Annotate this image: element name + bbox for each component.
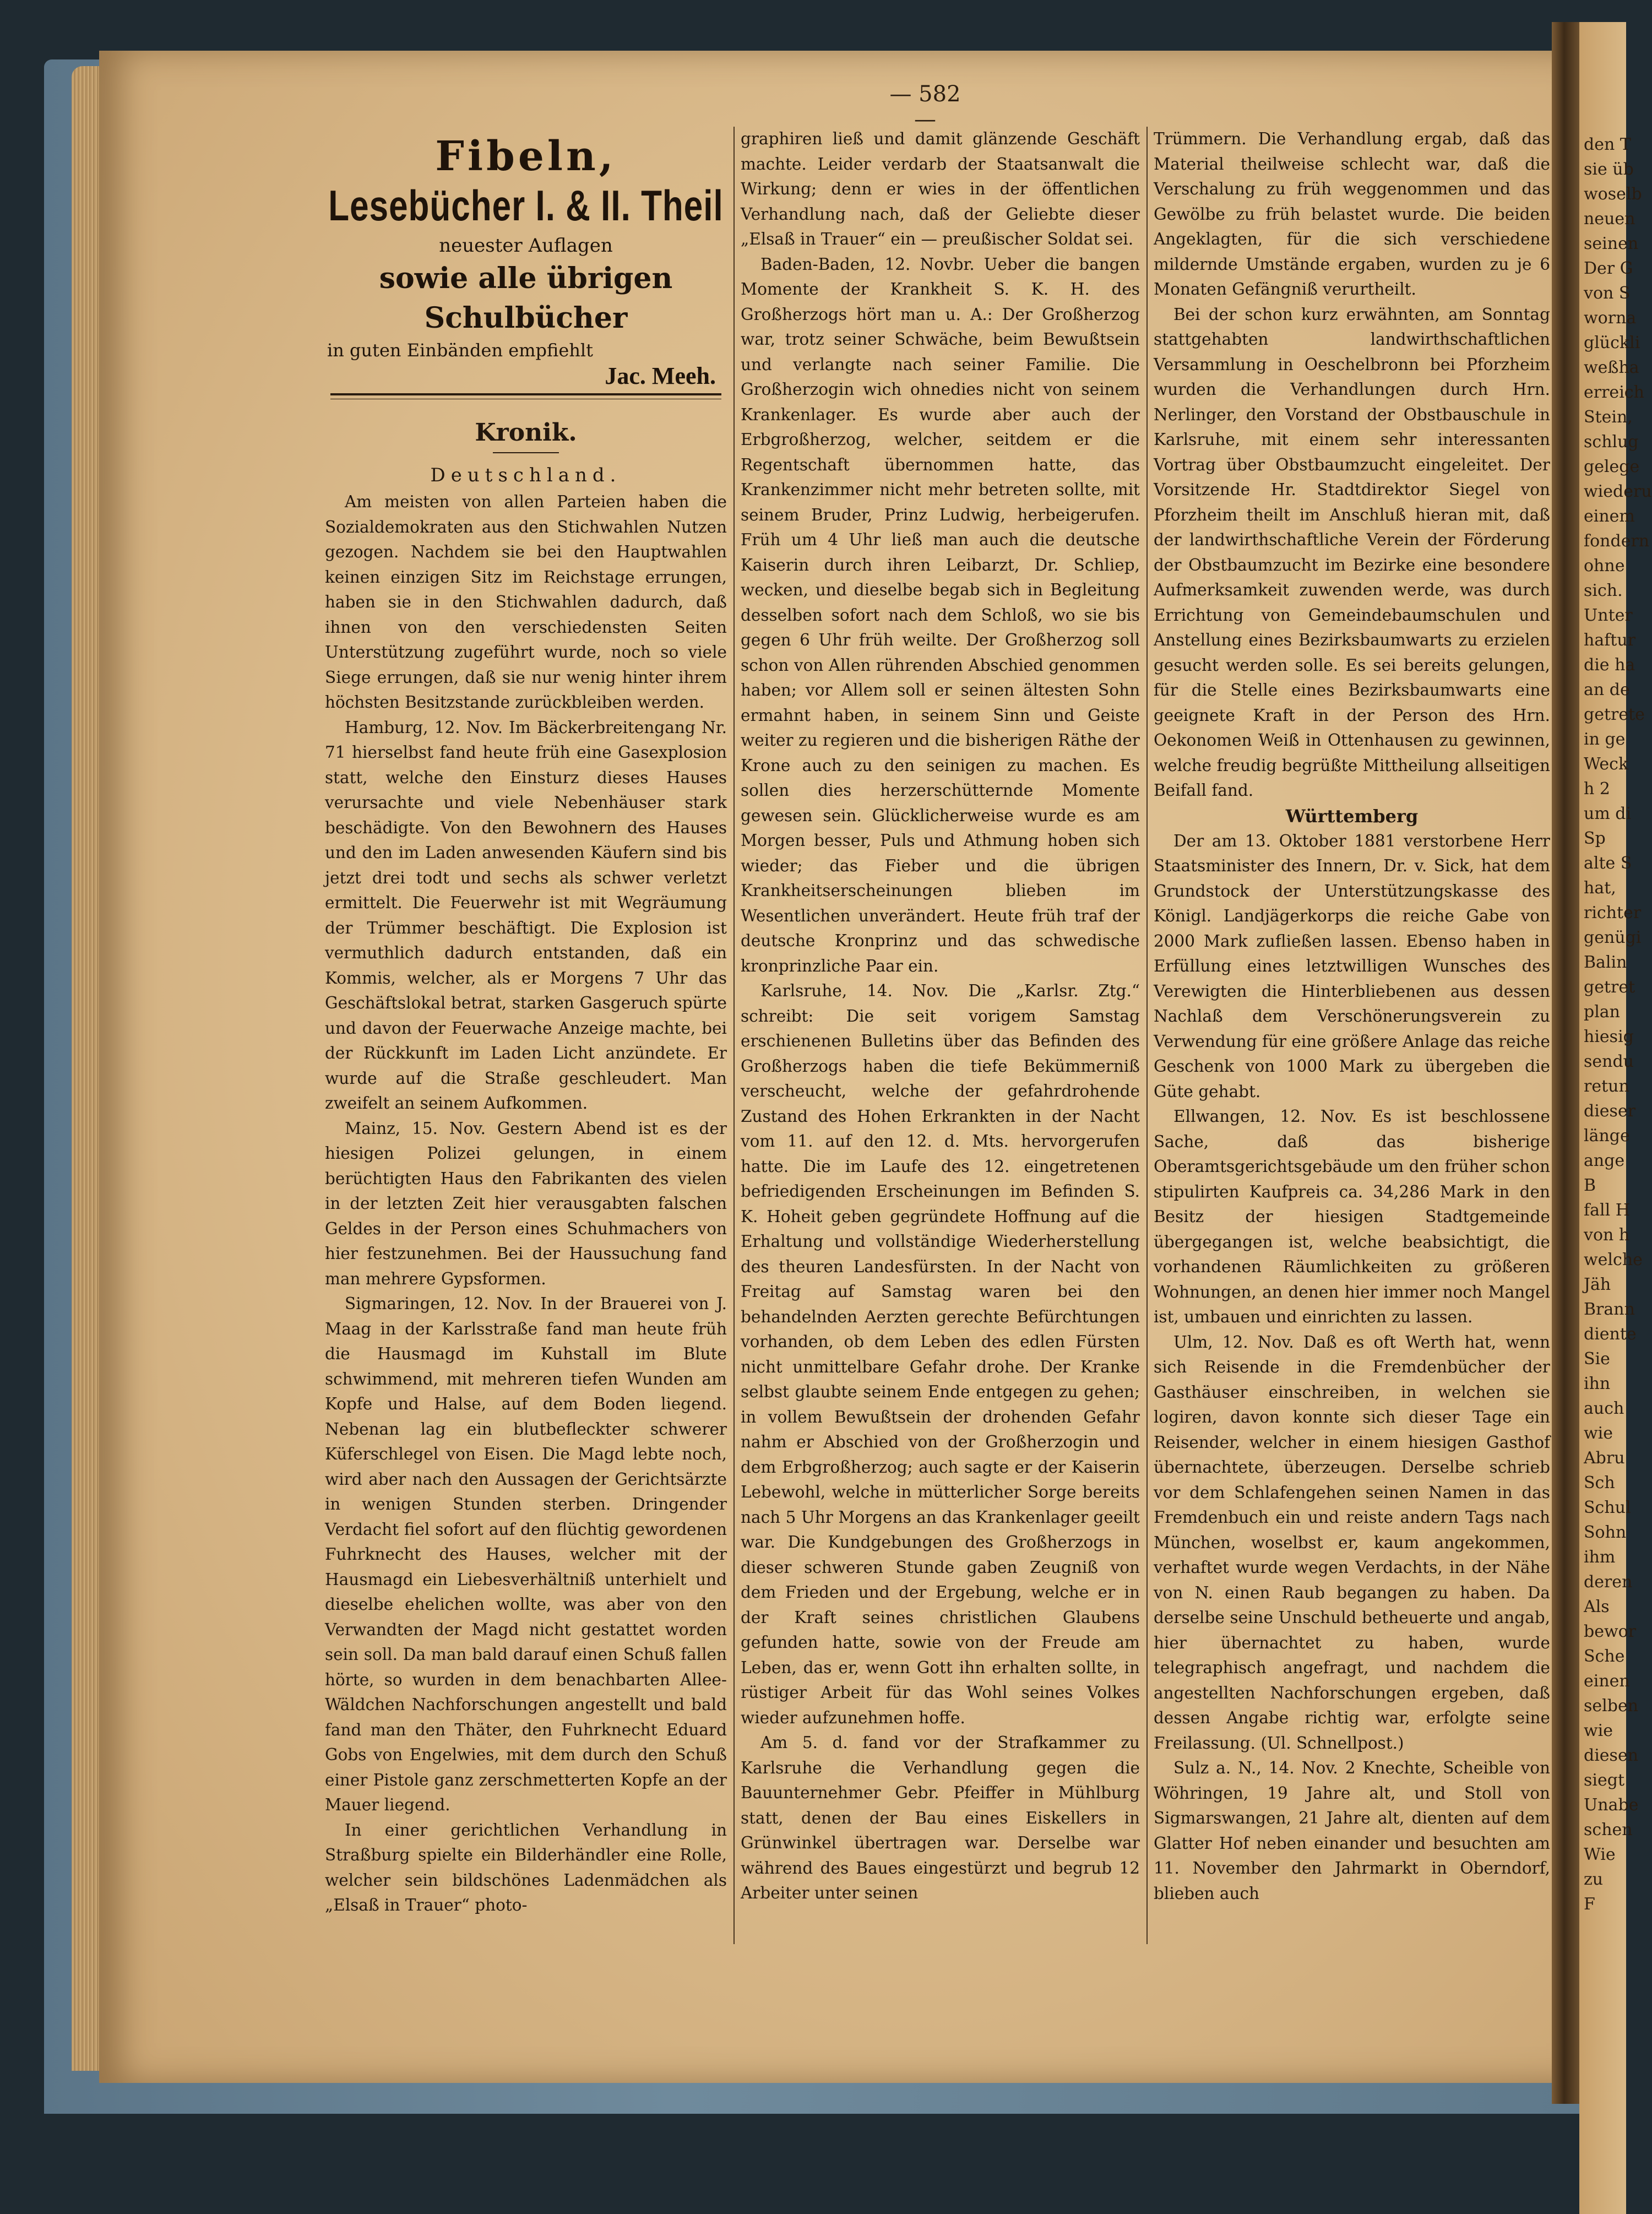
- advert-line-4: sowie alle übrigen Schulbücher: [379, 262, 673, 335]
- article-paragraph: Am 5. d. fand vor der Strafkammer zu Karlsruhe die Verhandlung gegen die Bauunternehmer Gebr. Pfeiffer in Mühlburg statt, denen der Bau eines Eiskellers in Grünwinkel übertragen war. Derselbe war während des Baues eingestürzt und begrub 12 Arbeiter unter seinen: [741, 1733, 1140, 1902]
- adjacent-page-fragment-line: plan: [1584, 1002, 1621, 1022]
- article-paragraph: In einer gerichtlichen Verhandlung in Straßburg spielte ein Bilderhändler eine Rolle, welcher sein bildschönes Ladenmädchen als „Elsaß in Trauer“ photo-: [325, 1820, 727, 1914]
- adjacent-page-fragment-line: alte S: [1584, 854, 1632, 873]
- advert-line-2: Lesebücher I. & II. Theil: [328, 182, 724, 230]
- column-1: [325, 127, 727, 2054]
- adjacent-page-fragment-line: seinen: [1584, 234, 1639, 253]
- adjacent-page-fragment-line: Sch: [1584, 1473, 1615, 1493]
- adjacent-page-fragment-line: ohne: [1584, 556, 1625, 576]
- adjacent-page-fragment-line: einem: [1584, 507, 1635, 526]
- adjacent-page-fragment-line: schlug: [1584, 432, 1639, 452]
- adjacent-page-fragment-line: Wie: [1584, 1845, 1616, 1864]
- article-paragraph: graphiren ließ und damit glänzende Geschäft machte. Leider verdarb der Staatsanwalt die Wirkung; denn er wies in der öffentlichen Verhandlung nach, daß der Geliebte dieser „Elsaß in Trauer“ ein — preußischer Soldat sei.: [741, 129, 1140, 248]
- adjacent-page-fragment-line: woselb: [1584, 184, 1642, 204]
- adjacent-page-fragment-line: von S: [1584, 284, 1631, 303]
- adjacent-page-fragment-line: fall H: [1584, 1201, 1630, 1220]
- adjacent-page-fragment-line: bewor: [1584, 1622, 1637, 1641]
- advert-divider: [330, 393, 721, 399]
- article-paragraph: Sulz a. N., 14. Nov. 2 Knechte, Scheible von Wöhringen, 19 Jahre alt, und Stoll von Sigmarswangen, 21 Jahre alt, dienten auf dem Glatter Hof neben einander und besuchten am 11. November den Jahrmarkt in Oberndorf, blieben auch: [1154, 1759, 1550, 1903]
- adjacent-page-fragment-line: in ge: [1584, 730, 1626, 749]
- page-number: — 582 —: [889, 82, 961, 132]
- adjacent-page-fragment-line: ange: [1584, 1151, 1625, 1170]
- adjacent-page-fragment-line: einen: [1584, 1672, 1630, 1691]
- adjacent-page-fragment-line: selben: [1584, 1696, 1639, 1716]
- column-3: [1154, 127, 1550, 2054]
- adjacent-page-fragment-line: schen: [1584, 1820, 1633, 1839]
- adjacent-page-fragment-line: dieser: [1584, 1101, 1636, 1121]
- advert-line-5: in guten Einbänden empfiehlt: [327, 340, 594, 361]
- adjacent-page-fragment-line: um di: [1584, 804, 1632, 823]
- subsection-title: Deutschland.: [430, 464, 622, 486]
- article-paragraph: Sigmaringen, 12. Nov. In der Brauerei von J. Maag in der Karlsstraße fand man heute früh die Hausmagd im Kuhstall im Blute schwimmend, mit mehreren tiefen Wunden am Kopfe und Halse, auf dem Boden liegend. Nebenan lag ein blutbefleckter schwerer Küferschlegel von Eisen. Die Magd lebte noch, wird aber nach den Aussagen der Gerichtsärzte in wenigen Stunden sterben. Dringender Verdacht fiel sofort auf den flüchtig gewordenen Fuhrknecht des Hauses, welcher mit der Hausmagd ein Liebesverhältniß unterhielt und dieselbe ehelichen wollte, was aber von den Verwandten der Magd nicht gestattet worden sein soll. Da man bald darauf einen Schuß fallen hörte, so wurden in dem benachbarten Allee-Wäldchen Nachforschungen angestellt und bald fand man den Thäter, den Fuhrknecht Eduard Gobs von Engelwies, mit dem durch den Schuß einer Pistole ganz zerschmetterten Kopfe an der Mauer liegend.: [325, 1294, 727, 1814]
- adjacent-page-fragment-line: gelege: [1584, 457, 1640, 476]
- adjacent-page-fragment-line: Sohn: [1584, 1523, 1627, 1542]
- adjacent-page-fragment-line: die ha: [1584, 655, 1635, 675]
- adjacent-page-fragment-line: an de: [1584, 680, 1630, 699]
- article-paragraph: Der am 13. Oktober 1881 verstorbene Herr Staatsminister des Innern, Dr. v. Sick, hat dem Grundstock der Unterstützungskasse des Königl. Landjägerkorps die reiche Gabe von 2000 Mark zufließen lassen. Ebenso haben in Erfüllung eines letztwilligen Wunsches des Verewigten die Hinterbliebenen aus dessen Nachlaß dem Verschönerungsverein zu Verwendung für eine größere Anlage das reiche Geschenk von 1000 Mark zu übergeben die Güte gehabt.: [1154, 831, 1550, 1101]
- advert-line-1: Fibeln,: [435, 133, 617, 180]
- article-paragraph: Ulm, 12. Nov. Daß es oft Werth hat, wenn sich Reisende in die Fremdenbücher der Gasthäuser einschreiben, in welchen sie logiren, davon konnte sich dieser Tage ein Reisender, welcher in einem hiesigen Gasthof übernachtete, überzeugen. Derselbe schrieb vor dem Schlafengehen seinen Namen in das Fremdenbuch ein und reiste andern Tags nach München, woselbst er, kaum angekommen, verhaftet wurde wegen Verdachts, in der Nähe von N. einen Raub begangen zu haben. Da derselbe seine Unschuld betheuerte und angab, hier übernachtet zu haben, wurde telegraphisch angefragt, und nachdem die angestellten Nachforschungen ergeben, daß dessen Angabe richtig war, erfolgte seine Freilassung. (Ul. Schnellpost.): [1154, 1332, 1550, 1752]
- adjacent-page-fragment-line: genügi: [1584, 928, 1642, 947]
- column-rule: [733, 127, 735, 1944]
- adjacent-page-fragment-line: Unabe: [1584, 1795, 1639, 1815]
- article-paragraph: Bei der schon kurz erwähnten, am Sonntag stattgehabten landwirthschaftlichen Versammlung in Oeschelbronn bei Pforzheim wurden die Verhandlungen durch Hrn. Nerlinger, den Vorstand der Obstbauschule in Karlsruhe, mit einem sehr interessanten Vortrag über Obstbaumzucht eingeleitet. Der Vorsitzende Hr. Stadtdirektor Siegel von Pforzheim theilt im Anschluß hieran mit, daß der landwirthschaftliche Verein der Förderung der Obstbaumzucht im Bezirke eine besondere Aufmerksamkeit zuwenden werde, was durch Errichtung von Gemeindebaumschulen und Anstellung eines Bezirksbaumwarts zu erzielen gesucht werden solle. Es sei bereits gelungen, für die Stelle eines Bezirksbaumwarts eine geeignete Kraft in der Person des Hrn. Oekonomen Weiß in Ottenhausen zu gewinnen, welche freudig begrüßte Mittheilung allseitigen Beifall fand.: [1154, 305, 1550, 800]
- school-books-advert: [325, 131, 727, 399]
- article-paragraph: Am meisten von allen Parteien haben die Sozialdemokraten aus den Stichwahlen Nutzen gezogen. Nachdem sie bei den Hauptwahlen keinen einzigen Sitz im Reichstage errungen, haben sie in den Stichwahlen dadurch, daß ihnen von den verschiedensten Seiten Unterstützung zugeführt wurde, noch so viele Siege errungen, daß sie nur wenig hinter ihrem höchsten Besitzstande zurückbleiben werden.: [325, 492, 727, 712]
- adjacent-page-fragment-line: ihn: [1584, 1374, 1611, 1393]
- adjacent-page-fragment-line: h 2: [1584, 779, 1610, 799]
- adjacent-page-fragment-line: diesen: [1584, 1746, 1639, 1765]
- adjacent-page-fragment-line: Der G: [1584, 259, 1633, 278]
- adjacent-page-fragment-line: Jäh: [1584, 1275, 1611, 1294]
- book-gutter: [1552, 22, 1579, 2104]
- adjacent-page-fragment-line: den T: [1584, 135, 1631, 154]
- adjacent-page-fragment-line: länge: [1584, 1126, 1630, 1146]
- adjacent-page-fragment-line: von h: [1584, 1225, 1630, 1245]
- adjacent-page-fragment-line: sich.: [1584, 581, 1623, 600]
- adjacent-page-fragment-line: F: [1584, 1895, 1595, 1914]
- adjacent-page-fragment-line: getret: [1584, 978, 1635, 997]
- column-2: [741, 127, 1140, 2054]
- section-divider: [493, 452, 559, 453]
- adjacent-page-fragment-line: wie: [1584, 1721, 1613, 1740]
- adjacent-page-fragment-line: worna: [1584, 308, 1637, 328]
- adjacent-page-fragment: [1579, 22, 1652, 2214]
- adjacent-page-fragment-line: ihm: [1584, 1548, 1616, 1567]
- adjacent-page-fragment-line: richter: [1584, 903, 1642, 922]
- adjacent-page-fragment-line: diente: [1584, 1325, 1637, 1344]
- adjacent-page-fragment-line: Unter: [1584, 606, 1633, 625]
- adjacent-page-fragment-line: auch: [1584, 1399, 1624, 1418]
- adjacent-page-fragment-line: retun: [1584, 1077, 1629, 1096]
- adjacent-page-fragment-line: wiederu: [1584, 482, 1652, 501]
- adjacent-page-fragment-line: Sie: [1584, 1349, 1610, 1369]
- adjacent-page-fragment-line: Sp: [1584, 829, 1606, 848]
- adjacent-page-fragment-line: sendu: [1584, 1052, 1634, 1071]
- adjacent-page-fragment-line: Weck: [1584, 755, 1629, 774]
- adjacent-page-fragment-line: Als: [1584, 1597, 1610, 1616]
- adjacent-page-fragment-line: siegt: [1584, 1771, 1625, 1790]
- article-paragraph: Mainz, 15. Nov. Gestern Abend ist es der hiesigen Polizei gelungen, in einem berüchtigten Haus den Fabrikanten des vielen in der letzten Zeit hier verausgabten falschen Geldes in der Person eines Schuhmachers von hier festzunehmen. Bei der Haussuchung fand man mehrere Gypsformen.: [325, 1119, 727, 1288]
- article-paragraph: Baden-Baden, 12. Novbr. Ueber die bangen Momente der Krankheit S. K. H. des Großherzogs hört man u. A.: Der Großherzog war, trotz seiner Schwäche, beim Bewußtsein und verlangte nach seiner Familie. Die Großherzogin wich ohnedies nicht von seinem Krankenlager. Es wurde aber auch der Erbgroßherzog, welcher, seitdem er die Regentschaft übernommen hatte, das Krankenzimmer nicht mehr betreten sollte, mit seinem Bruder, Prinz Ludwig, herbeigerufen. Früh um 4 Uhr ließ man auch die deutsche Kaiserin durch ihren Leibarzt, Dr. Schliep, wecken, und dieselbe begab sich in Begleitung desselben sofort nach dem Schloß, wo sie bis gegen 6 Uhr früh weilte. Der Großherzog soll schon von Allen rührenden Abschied genommen haben; vor Allem soll er seinen ältesten Sohn ermahnt haben, in seinem Sinn und Geiste weiter zu regieren und die bisherigen Räthe der Krone auch zu den seinigen zu machen. Es sollen dies herzerschütternde Momente gewesen sein. Glücklicherweise wurde es am Morgen besser, Puls und Athmung hoben sich wieder; das Fieber und die übrigen Krankheitserscheinungen blieben im Wesentlichen unverändert. Heute früh traf der deutsche Kronprinz und das schwedische kronprinzliche Paar ein.: [741, 254, 1140, 975]
- adjacent-page-fragment-line: glückli: [1584, 333, 1640, 352]
- article-paragraph: Karlsruhe, 14. Nov. Die „Karlsr. Ztg.“ schreibt: Die seit vorigem Samstag erschienenen Bulletins über das Befinden des Großherzogs haben die tiefe Bekümmerniß verscheucht, welche der gefahrdrohende Zustand des Hohen Erkrankten in der Nacht vom 11. auf den 12. d. Mts. hervorgerufen hatte. Die im Laufe des 12. eingetretenen befriedigenden Erscheinungen im Befinden S. K. Hoheit geben gegründete Hoffnung auf die Erhaltung und vollständige Wiederherstellung des theuren Landesfürsten. In der Nacht von Freitag auf Samstag waren bei den behandelnden Aerzten gerechte Befürchtungen vorhanden, ob dem Leben des edlen Fürsten nicht unmittelbare Gefahr drohe. Der Kranke selbst glaubte seinem Ende entgegen zu gehen; in vollem Bewußtsein der drohenden Gefahr nahm er Abschied von der Großherzogin und dem Erbgroßherzog; auch sagte er der Kaiserin Lebewohl, welche in mütterlicher Sorge bereits nach 5 Uhr Morgens an das Krankenlager geeilt war. Die Kundgebungen des Großherzogs in dieser schweren Stunde gaben Zeugniß von dem Frieden und der Ergebung, welche er in der Kraft seines christlichen Glaubens gefunden hatte, sowie von der Freude am Leben, das er, wenn Gott ihn erhalten sollte, in rüstiger Arbeit für das Wohl seines Volkes wieder aufzunehmen hoffe.: [741, 981, 1140, 1727]
- advert-signature: Jac. Meeh.: [605, 362, 716, 389]
- adjacent-page-fragment-line: Schul: [1584, 1498, 1631, 1517]
- adjacent-page-fragment-line: Stein,: [1584, 408, 1633, 427]
- adjacent-page-fragment-line: weßha: [1584, 358, 1639, 377]
- adjacent-page-fragment-line: wie: [1584, 1424, 1613, 1443]
- column-rule: [1146, 127, 1148, 1944]
- advert-line-3: neuester Auflagen: [439, 235, 613, 257]
- adjacent-page-fragment-line: B: [1584, 1176, 1596, 1195]
- adjacent-page-fragment-line: Balin: [1584, 953, 1627, 972]
- adjacent-page-fragment-line: Sche: [1584, 1647, 1625, 1666]
- adjacent-page-fragment-line: welche: [1584, 1250, 1643, 1269]
- adjacent-page-fragment-line: Abru: [1584, 1448, 1625, 1468]
- adjacent-page-fragment-line: erreich: [1584, 383, 1644, 402]
- adjacent-page-fragment-line: Brann: [1584, 1300, 1635, 1319]
- adjacent-page-fragment-line: fondern: [1584, 531, 1650, 551]
- adjacent-page-fragment-line: sie üb: [1584, 160, 1634, 179]
- adjacent-page-fragment-line: getrete: [1584, 705, 1645, 724]
- section-title: Kronik.: [475, 419, 577, 447]
- adjacent-page-fragment-line: zu: [1584, 1870, 1604, 1889]
- adjacent-page-fragment-line: hiesig: [1584, 1027, 1634, 1046]
- article-paragraph: Trümmern. Die Verhandlung ergab, daß das Material theilweise schlecht war, daß die Verschalung zu früh weggenommen und das Gewölbe zu früh belastet wurde. Die beiden Angeklagten, für die sich verschiedene mildernde Umstände ergaben, wurden zu je 6 Monaten Gefängniß verurtheilt.: [1154, 129, 1550, 299]
- wuerttemberg-heading: Württemberg: [1285, 805, 1419, 827]
- adjacent-page-fragment-line: hat,: [1584, 878, 1616, 898]
- adjacent-page-fragment-line: haftur: [1584, 631, 1636, 650]
- adjacent-page-fragment-line: deren: [1584, 1572, 1633, 1592]
- article-paragraph: Hamburg, 12. Nov. Im Bäckerbreitengang Nr. 71 hierselbst fand heute früh eine Gasexplosion statt, welche den Einsturz dieses Hauses verursachte und viele Nebenhäuser stark beschädigte. Von den Bewohnern des Hauses und den im Laden anwesenden Käufern sind bis jetzt drei todt und sechs als schwer verletzt ermittelt. Die Feuerwehr ist mit Wegräumung der Trümmer beschäftigt. Die Explosion ist vermuthlich dadurch entstanden, daß ein Kommis, welcher, als er Morgens 7 Uhr das Geschäftslokal betrat, starken Gasgeruch spürte und davon der Feuerwache Anzeige machte, bei der Rückkunft im Laden Licht anzündete. Er wurde auf die Straße geschleudert. Man zweifelt an seinem Aufkommen.: [325, 718, 727, 1113]
- adjacent-page-fragment-line: neuen: [1584, 209, 1635, 229]
- article-paragraph: Ellwangen, 12. Nov. Es ist beschlossene Sache, daß das bisherige Oberamtsgerichtsgebäude um den früher schon stipulirten Kaufpreis ca. 34,286 Mark in den Besitz der hiesigen Stadtgemeinde übergegangen ist, welche beabsichtigt, die vorhandenen Räumlichkeiten zu größeren Wohnungen, an denen hier immer noch Mangel ist, umbauen und einrichten zu lassen.: [1154, 1107, 1550, 1326]
